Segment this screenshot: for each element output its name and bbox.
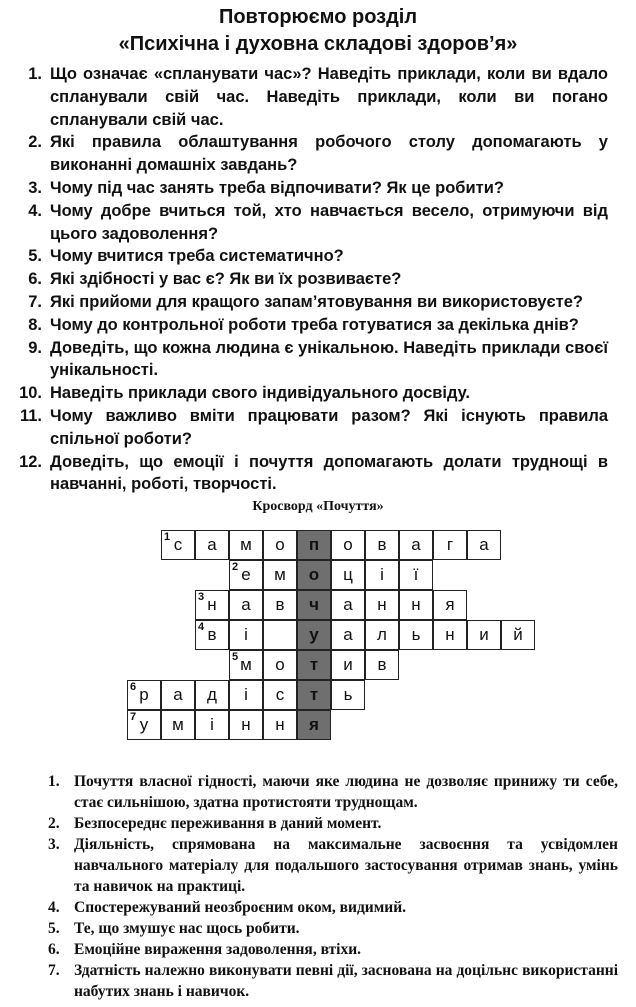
crossword-letter: н [241, 715, 251, 734]
crossword-key-cell [297, 620, 331, 650]
crossword-letter: н [207, 595, 217, 614]
crossword-cell [161, 680, 195, 710]
crossword-row-number: 6 [130, 681, 137, 693]
crossword-cell [399, 560, 433, 590]
clue-item [0, 918, 636, 939]
crossword-letter: п [308, 535, 320, 554]
crossword-row-number: 4 [198, 621, 205, 633]
crossword-cell [195, 590, 229, 620]
crossword-letter: а [343, 595, 353, 614]
crossword-cell [229, 710, 263, 740]
question-number: 11. [19, 406, 42, 425]
crossword-letter: ч [309, 595, 319, 614]
clue-item [0, 813, 636, 834]
crossword-row-number: 2 [232, 561, 239, 573]
crossword-letter: в [207, 625, 217, 644]
crossword-cell [433, 620, 467, 650]
crossword-cell [263, 530, 297, 560]
clue-text: Спостережуваний неозброєним оком, видимий. [74, 899, 407, 916]
crossword-letter: а [479, 535, 489, 554]
crossword-letter: р [139, 685, 149, 704]
crossword-cell [365, 590, 399, 620]
question-number: 2. [28, 133, 42, 152]
crossword-cell [195, 710, 229, 740]
clue-text: Здатність належно виконувати певні дії, заснована на доцільнс використанні набутих знань і навичок. [74, 962, 618, 1000]
crossword-letter: н [411, 595, 421, 614]
clue-text: Емоційне вираження задоволення, втіхи. [74, 941, 362, 958]
section-title: Повторюємо розділ [218, 6, 418, 28]
crossword-cell [229, 590, 263, 620]
crossword-letter: у [309, 625, 319, 644]
crossword-letter: ц [343, 565, 353, 584]
crossword-title: Кросворд «Почуття» [252, 499, 384, 514]
question-number: 10. [19, 384, 42, 403]
crossword-cell [331, 530, 365, 560]
clue-text: Почуття власної гідності, маючи яке людина не дозволяє принижу ти себе, стає сильнішою, здатна протистояти труднощам. [74, 773, 618, 811]
question-text: Чому важливо вміти працювати разом? Які існують правила спільної роботи? [50, 406, 608, 448]
question-number: 8. [28, 315, 42, 334]
clue-text: Діяльність, спрямована на максимальне засвоєння та усвідомлен навчального матеріалу для подальшого застосування отримав знань, умінь та навичок на практиці. [74, 836, 618, 895]
clue-item [0, 939, 636, 960]
crossword-letter: ь [343, 685, 353, 704]
section-subtitle: «Психічна і духовна складові здоров’я» [118, 33, 518, 55]
clue-number: 2. [48, 815, 60, 832]
crossword-cell [331, 590, 365, 620]
crossword-cell [399, 530, 433, 560]
clue-text: Безпосереднє переживання в даний момент. [74, 815, 382, 832]
crossword-letter: с [173, 535, 183, 554]
crossword-cell [365, 620, 399, 650]
crossword-letter: м [274, 565, 286, 584]
crossword-row-number: 3 [198, 591, 205, 603]
question-number: 5. [28, 247, 42, 266]
crossword-letter: и [343, 655, 353, 674]
clue-number: 5. [48, 920, 60, 937]
crossword-row-number: 1 [164, 531, 171, 543]
crossword-letter: о [275, 655, 285, 674]
crossword-key-cell [297, 590, 331, 620]
crossword-letter: н [445, 625, 455, 644]
crossword-letter: у [139, 715, 149, 734]
crossword-letter: а [241, 595, 251, 614]
crossword-letter: а [343, 625, 353, 644]
question-text: Чому добре вчиться той, хто навчається весело, отримуючи від цього задоволення? [50, 201, 608, 243]
clue-number: 3. [48, 836, 60, 853]
crossword-letter: ь [411, 625, 421, 644]
crossword-letter: я [309, 715, 319, 734]
crossword-letter: й [513, 625, 523, 644]
crossword-letter: и [479, 625, 489, 644]
clue-number: 1. [48, 773, 60, 790]
question-text: Чому до контрольної роботи треба готуватися за декілька днів? [50, 315, 579, 334]
crossword-cell [467, 530, 501, 560]
crossword-cell [467, 620, 501, 650]
crossword-cell [331, 620, 365, 650]
crossword-cell [195, 530, 229, 560]
crossword-letter: і [244, 625, 248, 644]
question-number: 9. [28, 338, 42, 357]
clue-item [0, 834, 636, 897]
crossword-cell [331, 650, 365, 680]
crossword-letter: н [377, 595, 387, 614]
crossword-letter: г [446, 535, 454, 554]
question-text: Які прийоми для кращого запам’ятовування ви використовуєте? [50, 292, 583, 311]
crossword-row-number: 5 [232, 651, 239, 663]
crossword-row-number: 7 [130, 711, 137, 723]
clue-number: 4. [48, 899, 60, 916]
crossword-letter: і [380, 565, 384, 584]
crossword-letter: м [240, 655, 252, 674]
question-number: 12. [19, 452, 42, 471]
question-number: 6. [28, 270, 42, 289]
crossword-clues [0, 771, 636, 1002]
crossword-key-cell [297, 680, 331, 710]
crossword-letter: м [240, 535, 252, 554]
crossword-letter: і [244, 685, 248, 704]
question-number: 1. [28, 65, 42, 83]
question-text: Доведіть, що кожна людина є унікальною. Наведіть приклади своєї унікальності. [50, 338, 608, 380]
crossword-letter: д [207, 685, 217, 704]
crossword-cell [263, 650, 297, 680]
crossword-key-cell [297, 710, 331, 740]
clue-number: 7. [48, 962, 60, 979]
crossword-key-cell [297, 650, 331, 680]
crossword-cell [161, 710, 195, 740]
question-text: Які правила облаштування робочого столу допомагають у виконанні домашніх завдань? [50, 133, 608, 175]
crossword-cell [399, 620, 433, 650]
crossword-cell [399, 590, 433, 620]
crossword-letter: н [275, 715, 285, 734]
crossword-letter: і [210, 715, 214, 734]
crossword-cell [229, 530, 263, 560]
crossword-letter: в [377, 535, 387, 554]
question-text: Що означає «спланувати час»? Наведіть приклади, коли ви вдало спланували свій час. Наведіть приклади, коли ви погано спланували свій час. [50, 65, 608, 129]
crossword-letter: л [377, 625, 387, 644]
crossword-cell [127, 710, 161, 740]
crossword-letter: м [172, 715, 184, 734]
clue-text: Те, що змушує нас щось робити. [74, 920, 300, 937]
crossword-letter: а [207, 535, 217, 554]
crossword-letter: в [275, 595, 285, 614]
crossword-cell [501, 620, 535, 650]
crossword-letter: я [445, 595, 455, 614]
crossword-cell [263, 620, 297, 650]
crossword-cell [365, 530, 399, 560]
crossword-cell [433, 530, 467, 560]
crossword-cell [263, 680, 297, 710]
crossword-letter: в [377, 655, 387, 674]
crossword-cell [263, 710, 297, 740]
clue-item [0, 960, 636, 1002]
crossword-cell [229, 680, 263, 710]
question-number: 3. [28, 178, 42, 197]
crossword-cell [263, 590, 297, 620]
clue-number: 6. [48, 941, 60, 958]
question-text: Які здібності у вас є? Як ви їх розвиваєте? [50, 270, 402, 289]
question-text: Чому під час занять треба відпочивати? Як це робити? [50, 178, 504, 197]
crossword-letter: о [275, 535, 285, 554]
crossword-cell [365, 560, 399, 590]
crossword-cell [195, 620, 229, 650]
crossword-letter: о [343, 535, 353, 554]
crossword-cell [331, 680, 365, 710]
crossword-key-cell [297, 560, 331, 590]
clue-item [0, 771, 636, 813]
crossword-cell [229, 620, 263, 650]
crossword-cell [263, 560, 297, 590]
crossword-cell [229, 650, 263, 680]
crossword-cell [331, 560, 365, 590]
crossword-letter: а [411, 535, 421, 554]
crossword-cell [127, 680, 161, 710]
crossword-cell [433, 590, 467, 620]
question-text: Доведіть, що емоції і почуття допомагають долати труднощі в навчанні, роботі, творчості. [50, 452, 608, 494]
crossword-letter: т [309, 655, 319, 674]
question-number: 4. [28, 201, 42, 220]
crossword-letter: ї [413, 565, 419, 584]
crossword-key-cell [297, 530, 331, 560]
crossword-letter: а [173, 685, 183, 704]
crossword-cell [229, 560, 263, 590]
crossword-letter: т [309, 685, 319, 704]
crossword-letter: о [308, 565, 320, 584]
crossword-cell [161, 530, 195, 560]
crossword-cell [195, 680, 229, 710]
question-text: Наведіть приклади свого індивідуального досвіду. [50, 384, 470, 403]
crossword-letter: е [241, 565, 251, 584]
crossword-cell [365, 650, 399, 680]
crossword-letter: с [275, 685, 285, 704]
question-number: 7. [28, 292, 42, 311]
question-text: Чому вчитися треба систематично? [50, 247, 344, 266]
clue-item [0, 897, 636, 918]
